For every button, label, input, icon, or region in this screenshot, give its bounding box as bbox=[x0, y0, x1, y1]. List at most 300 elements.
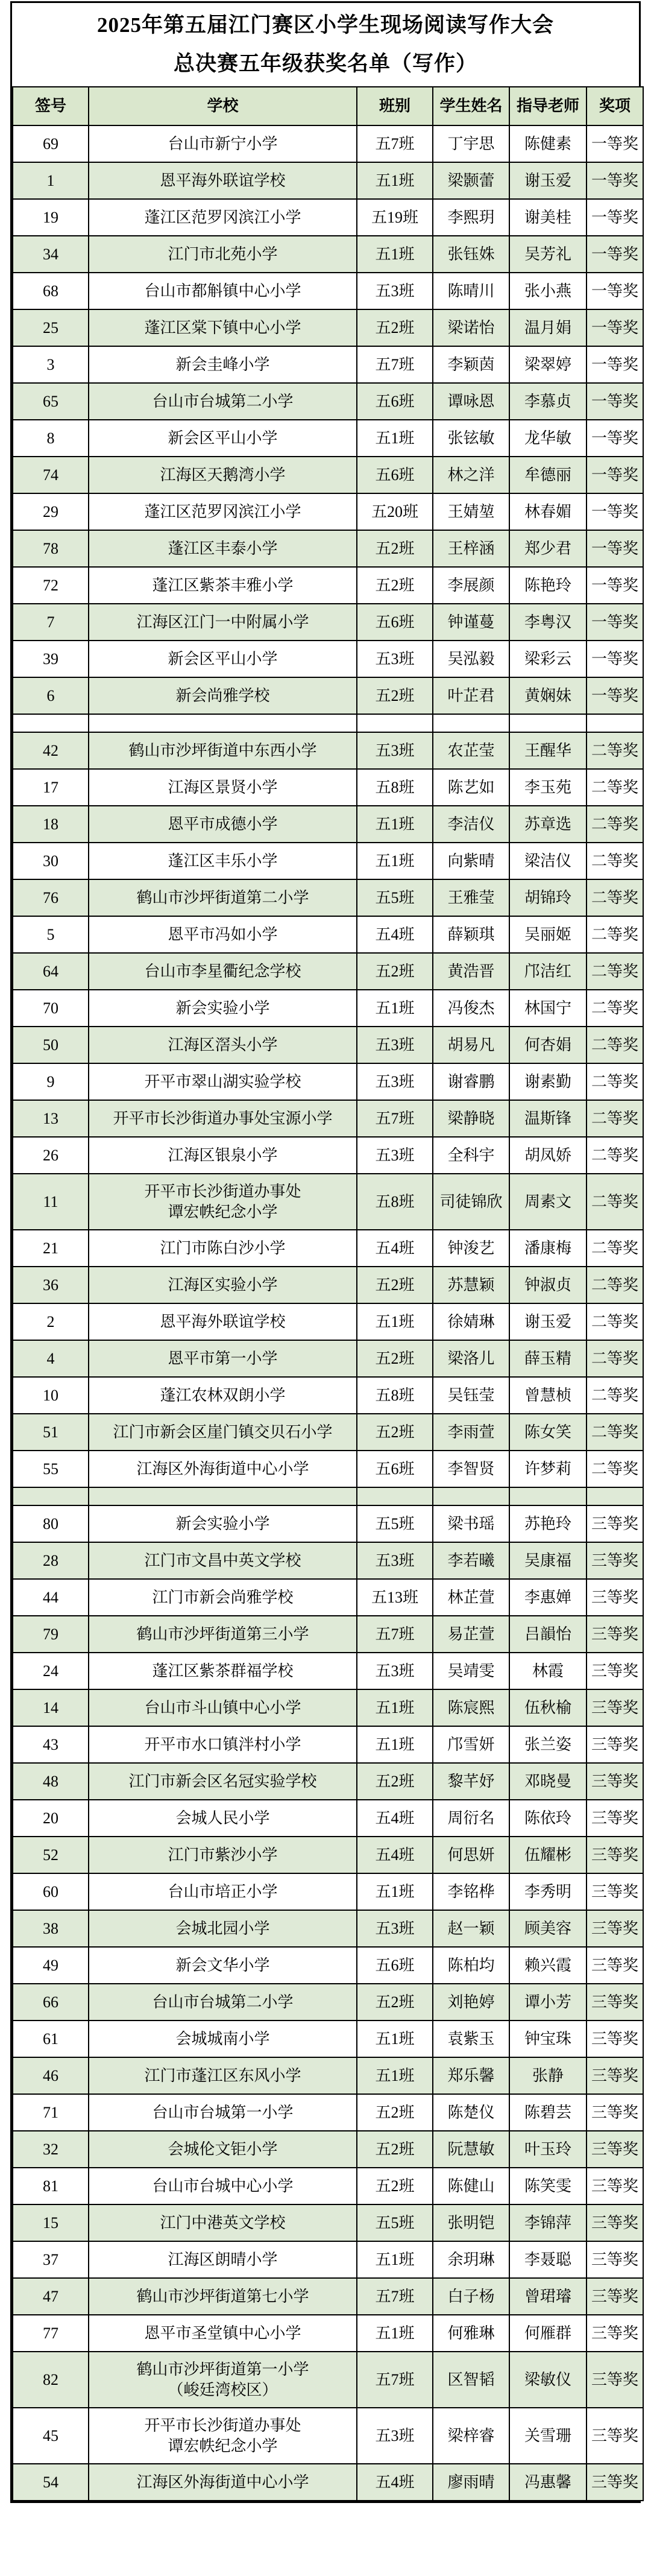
cell-class: 五8班 bbox=[357, 769, 433, 806]
cell-school: 江门市紫沙小学 bbox=[89, 1837, 357, 1873]
table-row bbox=[13, 1800, 643, 1837]
cell-student: 李熙玥 bbox=[433, 199, 509, 236]
cell-sign: 9 bbox=[13, 1063, 89, 1100]
table-row bbox=[13, 1451, 643, 1487]
cell-sign: 30 bbox=[13, 843, 89, 879]
table-row bbox=[13, 1763, 643, 1800]
cell-award: 三等奖 bbox=[587, 1689, 643, 1726]
cell-sign: 11 bbox=[13, 1174, 89, 1230]
cell-award: 二等奖 bbox=[587, 1027, 643, 1063]
cell-school: 蓬江区棠下镇中心小学 bbox=[89, 309, 357, 346]
cell-sign: 77 bbox=[13, 2315, 89, 2352]
table-row bbox=[13, 309, 643, 346]
cell-school: 开平市长沙街道办事处宝源小学 bbox=[89, 1100, 357, 1137]
cell-award: 一等奖 bbox=[587, 125, 643, 162]
cell-school: 新会区平山小学 bbox=[89, 420, 357, 457]
table-row bbox=[13, 732, 643, 769]
cell-class: 五1班 bbox=[357, 806, 433, 843]
table-row bbox=[13, 162, 643, 199]
cell-student: 司徒锦欣 bbox=[433, 1174, 509, 1230]
cell-school: 江海区实验小学 bbox=[89, 1267, 357, 1303]
table-row bbox=[13, 1137, 643, 1174]
cell-award: 一等奖 bbox=[587, 236, 643, 273]
cell-sign: 71 bbox=[13, 2094, 89, 2131]
cell-award: 二等奖 bbox=[587, 769, 643, 806]
table-row bbox=[13, 1377, 643, 1414]
cell-teacher: 林春媚 bbox=[509, 493, 587, 530]
cell-class: 五1班 bbox=[357, 420, 433, 457]
cell-teacher: 吴康福 bbox=[509, 1542, 587, 1579]
cell-student: 王梓涵 bbox=[433, 530, 509, 567]
column-header-student: 学生姓名 bbox=[433, 87, 509, 125]
separator-cell bbox=[587, 714, 643, 732]
cell-school: 开平市长沙街道办事处 谭宏帙纪念小学 bbox=[89, 2408, 357, 2464]
cell-award: 一等奖 bbox=[587, 420, 643, 457]
cell-class: 五8班 bbox=[357, 1174, 433, 1230]
separator-cell bbox=[509, 1487, 587, 1505]
cell-teacher: 温月娟 bbox=[509, 309, 587, 346]
cell-class: 五2班 bbox=[357, 2168, 433, 2204]
cell-sign: 76 bbox=[13, 879, 89, 916]
cell-student: 张明铠 bbox=[433, 2204, 509, 2241]
cell-school: 江门市新会区崖门镇交贝石小学 bbox=[89, 1414, 357, 1451]
cell-teacher: 吕韻怡 bbox=[509, 1616, 587, 1653]
cell-school: 鹤山市沙坪街道第二小学 bbox=[89, 879, 357, 916]
cell-teacher: 胡凤娇 bbox=[509, 1137, 587, 1174]
cell-teacher: 顾美容 bbox=[509, 1910, 587, 1947]
cell-school: 江门市北苑小学 bbox=[89, 236, 357, 273]
separator-cell bbox=[357, 714, 433, 732]
cell-class: 五1班 bbox=[357, 2241, 433, 2278]
cell-sign: 24 bbox=[13, 1653, 89, 1689]
separator-cell bbox=[433, 1487, 509, 1505]
cell-student: 陈宸熙 bbox=[433, 1689, 509, 1726]
cell-teacher: 伍秋榆 bbox=[509, 1689, 587, 1726]
cell-teacher: 王醒华 bbox=[509, 732, 587, 769]
cell-award: 二等奖 bbox=[587, 1377, 643, 1414]
table-row bbox=[13, 493, 643, 530]
cell-teacher: 张静 bbox=[509, 2057, 587, 2094]
cell-student: 黄浩晋 bbox=[433, 953, 509, 990]
cell-award: 二等奖 bbox=[587, 1100, 643, 1137]
table-row bbox=[13, 2352, 643, 2408]
cell-class: 五1班 bbox=[357, 2315, 433, 2352]
document-title bbox=[12, 3, 639, 86]
cell-student: 陈晴川 bbox=[433, 273, 509, 309]
cell-award: 二等奖 bbox=[587, 1174, 643, 1230]
cell-student: 黎芊妤 bbox=[433, 1763, 509, 1800]
table-row bbox=[13, 2168, 643, 2204]
cell-sign: 3 bbox=[13, 346, 89, 383]
cell-school: 江海区江门一中附属小学 bbox=[89, 604, 357, 641]
separator-cell bbox=[587, 1487, 643, 1505]
table-row bbox=[13, 1653, 643, 1689]
cell-teacher: 温斯锋 bbox=[509, 1100, 587, 1137]
cell-class: 五1班 bbox=[357, 236, 433, 273]
cell-sign: 32 bbox=[13, 2131, 89, 2168]
table-row bbox=[13, 604, 643, 641]
cell-teacher: 李慕贞 bbox=[509, 383, 587, 420]
cell-award: 三等奖 bbox=[587, 1873, 643, 1910]
cell-student: 梁颢蕾 bbox=[433, 162, 509, 199]
cell-school: 开平市翠山湖实验学校 bbox=[89, 1063, 357, 1100]
cell-teacher: 龙华敏 bbox=[509, 420, 587, 457]
cell-teacher: 梁翠婷 bbox=[509, 346, 587, 383]
table-row bbox=[13, 916, 643, 953]
cell-student: 李若曦 bbox=[433, 1542, 509, 1579]
cell-student: 阮慧敏 bbox=[433, 2131, 509, 2168]
cell-sign: 6 bbox=[13, 677, 89, 714]
cell-school: 鹤山市沙坪街道第三小学 bbox=[89, 1616, 357, 1653]
cell-class: 五2班 bbox=[357, 1984, 433, 2021]
cell-class: 五5班 bbox=[357, 2204, 433, 2241]
cell-school: 鹤山市沙坪街道中东西小学 bbox=[89, 732, 357, 769]
cell-class: 五3班 bbox=[357, 1063, 433, 1100]
cell-award: 三等奖 bbox=[587, 2204, 643, 2241]
cell-sign: 36 bbox=[13, 1267, 89, 1303]
cell-teacher: 张小燕 bbox=[509, 273, 587, 309]
cell-award: 三等奖 bbox=[587, 2168, 643, 2204]
cell-award: 二等奖 bbox=[587, 806, 643, 843]
cell-school: 开平市水口镇泮村小学 bbox=[89, 1726, 357, 1763]
cell-award: 三等奖 bbox=[587, 1505, 643, 1542]
cell-teacher: 陈笑雯 bbox=[509, 2168, 587, 2204]
cell-award: 三等奖 bbox=[587, 2131, 643, 2168]
cell-school: 蓬江区丰泰小学 bbox=[89, 530, 357, 567]
cell-award: 二等奖 bbox=[587, 916, 643, 953]
cell-class: 五19班 bbox=[357, 199, 433, 236]
cell-sign: 14 bbox=[13, 1689, 89, 1726]
cell-sign: 8 bbox=[13, 420, 89, 457]
separator-cell bbox=[13, 714, 89, 732]
cell-award: 二等奖 bbox=[587, 953, 643, 990]
cell-school: 恩平市冯如小学 bbox=[89, 916, 357, 953]
cell-school: 江海区银泉小学 bbox=[89, 1137, 357, 1174]
cell-class: 五1班 bbox=[357, 843, 433, 879]
cell-student: 王雅莹 bbox=[433, 879, 509, 916]
table-row bbox=[13, 1230, 643, 1267]
cell-class: 五2班 bbox=[357, 309, 433, 346]
cell-award: 三等奖 bbox=[587, 2315, 643, 2352]
cell-teacher: 冯惠馨 bbox=[509, 2464, 587, 2501]
cell-sign: 20 bbox=[13, 1800, 89, 1837]
cell-school: 会城北园小学 bbox=[89, 1910, 357, 1947]
cell-sign: 50 bbox=[13, 1027, 89, 1063]
cell-student: 余玥琳 bbox=[433, 2241, 509, 2278]
table-row bbox=[13, 677, 643, 714]
cell-award: 三等奖 bbox=[587, 2464, 643, 2501]
cell-teacher: 苏艳玲 bbox=[509, 1505, 587, 1542]
cell-student: 赵一颖 bbox=[433, 1910, 509, 1947]
cell-sign: 21 bbox=[13, 1230, 89, 1267]
cell-student: 钟浚艺 bbox=[433, 1230, 509, 1267]
cell-teacher: 吴丽姬 bbox=[509, 916, 587, 953]
cell-class: 五7班 bbox=[357, 2352, 433, 2408]
cell-class: 五7班 bbox=[357, 125, 433, 162]
cell-student: 全科宇 bbox=[433, 1137, 509, 1174]
cell-award: 三等奖 bbox=[587, 1763, 643, 1800]
separator-cell bbox=[89, 714, 357, 732]
separator-cell bbox=[13, 1487, 89, 1505]
table-row bbox=[13, 641, 643, 677]
cell-award: 三等奖 bbox=[587, 1542, 643, 1579]
cell-student: 陈健山 bbox=[433, 2168, 509, 2204]
cell-teacher: 陈碧芸 bbox=[509, 2094, 587, 2131]
cell-sign: 39 bbox=[13, 641, 89, 677]
cell-teacher: 谢美桂 bbox=[509, 199, 587, 236]
cell-school: 台山市都斛镇中心小学 bbox=[89, 273, 357, 309]
cell-student: 林芷萱 bbox=[433, 1579, 509, 1616]
table-row bbox=[13, 1340, 643, 1377]
cell-class: 五2班 bbox=[357, 1763, 433, 1800]
cell-sign: 42 bbox=[13, 732, 89, 769]
cell-class: 五2班 bbox=[357, 2131, 433, 2168]
cell-award: 三等奖 bbox=[587, 1947, 643, 1984]
separator-cell bbox=[89, 1487, 357, 1505]
cell-school: 恩平市圣堂镇中心小学 bbox=[89, 2315, 357, 2352]
cell-teacher: 曾慧桢 bbox=[509, 1377, 587, 1414]
cell-award: 三等奖 bbox=[587, 1726, 643, 1763]
cell-teacher: 梁彩云 bbox=[509, 641, 587, 677]
cell-student: 李洁仪 bbox=[433, 806, 509, 843]
cell-class: 五5班 bbox=[357, 879, 433, 916]
cell-student: 梁梓睿 bbox=[433, 2408, 509, 2464]
cell-teacher: 赖兴霞 bbox=[509, 1947, 587, 1984]
cell-school: 江海区滘头小学 bbox=[89, 1027, 357, 1063]
cell-class: 五5班 bbox=[357, 1505, 433, 1542]
cell-sign: 54 bbox=[13, 2464, 89, 2501]
cell-school: 台山市台城第二小学 bbox=[89, 1984, 357, 2021]
table-row bbox=[13, 457, 643, 493]
cell-student: 张钰姝 bbox=[433, 236, 509, 273]
cell-sign: 52 bbox=[13, 1837, 89, 1873]
cell-class: 五2班 bbox=[357, 2094, 433, 2131]
awards-table-body bbox=[13, 125, 643, 2501]
cell-award: 三等奖 bbox=[587, 1616, 643, 1653]
cell-school: 新会实验小学 bbox=[89, 1505, 357, 1542]
cell-teacher: 钟宝珠 bbox=[509, 2021, 587, 2057]
cell-teacher: 李秀明 bbox=[509, 1873, 587, 1910]
table-row bbox=[13, 1910, 643, 1947]
cell-class: 五2班 bbox=[357, 1267, 433, 1303]
cell-school: 新会实验小学 bbox=[89, 990, 357, 1027]
cell-school: 新会尚雅学校 bbox=[89, 677, 357, 714]
cell-class: 五1班 bbox=[357, 2057, 433, 2094]
cell-class: 五1班 bbox=[357, 2021, 433, 2057]
cell-class: 五3班 bbox=[357, 1653, 433, 1689]
cell-teacher: 潘康梅 bbox=[509, 1230, 587, 1267]
cell-award: 一等奖 bbox=[587, 641, 643, 677]
cell-teacher: 薛玉精 bbox=[509, 1340, 587, 1377]
cell-award: 一等奖 bbox=[587, 604, 643, 641]
cell-sign: 82 bbox=[13, 2352, 89, 2408]
cell-sign: 68 bbox=[13, 273, 89, 309]
cell-student: 李雨萱 bbox=[433, 1414, 509, 1451]
table-row bbox=[13, 1947, 643, 1984]
cell-sign: 48 bbox=[13, 1763, 89, 1800]
cell-sign: 15 bbox=[13, 2204, 89, 2241]
cell-class: 五8班 bbox=[357, 1377, 433, 1414]
cell-school: 蓬江农林双朗小学 bbox=[89, 1377, 357, 1414]
table-row bbox=[13, 1267, 643, 1303]
cell-sign: 26 bbox=[13, 1137, 89, 1174]
cell-award: 二等奖 bbox=[587, 1063, 643, 1100]
cell-school: 江门中港英文学校 bbox=[89, 2204, 357, 2241]
table-row bbox=[13, 1616, 643, 1653]
cell-sign: 46 bbox=[13, 2057, 89, 2094]
table-row bbox=[13, 236, 643, 273]
cell-award: 二等奖 bbox=[587, 1230, 643, 1267]
cell-student: 廖雨晴 bbox=[433, 2464, 509, 2501]
document-title-line1: 2025年第五届江门赛区小学生现场阅读写作大会 bbox=[96, 13, 554, 37]
cell-award: 二等奖 bbox=[587, 732, 643, 769]
cell-award: 一等奖 bbox=[587, 273, 643, 309]
cell-student: 陈柏均 bbox=[433, 1947, 509, 1984]
cell-teacher: 牟德丽 bbox=[509, 457, 587, 493]
cell-class: 五13班 bbox=[357, 1579, 433, 1616]
cell-award: 一等奖 bbox=[587, 530, 643, 567]
cell-sign: 64 bbox=[13, 953, 89, 990]
column-header-teacher: 指导老师 bbox=[509, 87, 587, 125]
cell-teacher: 谢玉爱 bbox=[509, 162, 587, 199]
cell-school: 蓬江区范罗冈滨江小学 bbox=[89, 493, 357, 530]
cell-teacher: 邝洁红 bbox=[509, 953, 587, 990]
cell-school: 鹤山市沙坪街道第一小学 （峻廷湾校区） bbox=[89, 2352, 357, 2408]
cell-award: 三等奖 bbox=[587, 1579, 643, 1616]
cell-sign: 17 bbox=[13, 769, 89, 806]
cell-class: 五4班 bbox=[357, 1800, 433, 1837]
cell-student: 吴钰莹 bbox=[433, 1377, 509, 1414]
cell-student: 易芷萱 bbox=[433, 1616, 509, 1653]
table-row bbox=[13, 1837, 643, 1873]
table-row bbox=[13, 2021, 643, 2057]
cell-award: 三等奖 bbox=[587, 1910, 643, 1947]
cell-teacher: 苏章选 bbox=[509, 806, 587, 843]
separator-row bbox=[13, 714, 643, 732]
cell-class: 五2班 bbox=[357, 1340, 433, 1377]
table-row bbox=[13, 1726, 643, 1763]
cell-class: 五2班 bbox=[357, 677, 433, 714]
cell-student: 袁紫玉 bbox=[433, 2021, 509, 2057]
cell-class: 五3班 bbox=[357, 1910, 433, 1947]
cell-sign: 1 bbox=[13, 162, 89, 199]
cell-award: 二等奖 bbox=[587, 1303, 643, 1340]
cell-teacher: 梁洁仪 bbox=[509, 843, 587, 879]
cell-student: 梁静晓 bbox=[433, 1100, 509, 1137]
cell-school: 恩平市第一小学 bbox=[89, 1340, 357, 1377]
cell-school: 蓬江区范罗冈滨江小学 bbox=[89, 199, 357, 236]
cell-award: 一等奖 bbox=[587, 162, 643, 199]
cell-award: 一等奖 bbox=[587, 677, 643, 714]
cell-award: 一等奖 bbox=[587, 457, 643, 493]
cell-teacher: 陈艳玲 bbox=[509, 567, 587, 604]
cell-school: 江海区天鹅湾小学 bbox=[89, 457, 357, 493]
cell-sign: 38 bbox=[13, 1910, 89, 1947]
table-row bbox=[13, 420, 643, 457]
cell-teacher: 关雪珊 bbox=[509, 2408, 587, 2464]
cell-teacher: 叶玉玲 bbox=[509, 2131, 587, 2168]
cell-school: 江门市蓬江区东风小学 bbox=[89, 2057, 357, 2094]
table-row bbox=[13, 769, 643, 806]
cell-student: 谭咏恩 bbox=[433, 383, 509, 420]
cell-student: 何思妍 bbox=[433, 1837, 509, 1873]
table-row bbox=[13, 1689, 643, 1726]
cell-sign: 80 bbox=[13, 1505, 89, 1542]
cell-class: 五3班 bbox=[357, 1542, 433, 1579]
cell-student: 陈楚仪 bbox=[433, 2094, 509, 2131]
table-row bbox=[13, 346, 643, 383]
cell-school: 台山市李星衢纪念学校 bbox=[89, 953, 357, 990]
cell-school: 新会文华小学 bbox=[89, 1947, 357, 1984]
cell-school: 蓬江区紫茶丰雅小学 bbox=[89, 567, 357, 604]
cell-school: 江海区外海街道中心小学 bbox=[89, 2464, 357, 2501]
cell-student: 邝雪妍 bbox=[433, 1726, 509, 1763]
cell-student: 李铭桦 bbox=[433, 1873, 509, 1910]
cell-award: 一等奖 bbox=[587, 346, 643, 383]
cell-sign: 28 bbox=[13, 1542, 89, 1579]
cell-student: 区智韬 bbox=[433, 2352, 509, 2408]
cell-student: 李展颜 bbox=[433, 567, 509, 604]
cell-class: 五7班 bbox=[357, 346, 433, 383]
cell-sign: 44 bbox=[13, 1579, 89, 1616]
cell-class: 五2班 bbox=[357, 567, 433, 604]
cell-student: 张铉敏 bbox=[433, 420, 509, 457]
table-row bbox=[13, 199, 643, 236]
cell-school: 江门市文昌中英文学校 bbox=[89, 1542, 357, 1579]
cell-school: 鹤山市沙坪街道第七小学 bbox=[89, 2278, 357, 2315]
award-sheet bbox=[10, 1, 641, 2503]
cell-sign: 81 bbox=[13, 2168, 89, 2204]
cell-award: 一等奖 bbox=[587, 383, 643, 420]
cell-class: 五1班 bbox=[357, 1303, 433, 1340]
cell-sign: 29 bbox=[13, 493, 89, 530]
cell-class: 五2班 bbox=[357, 1414, 433, 1451]
cell-student: 梁诺怡 bbox=[433, 309, 509, 346]
cell-sign: 10 bbox=[13, 1377, 89, 1414]
cell-class: 五3班 bbox=[357, 273, 433, 309]
cell-award: 三等奖 bbox=[587, 1800, 643, 1837]
cell-sign: 79 bbox=[13, 1616, 89, 1653]
cell-student: 何雅琳 bbox=[433, 2315, 509, 2352]
cell-school: 江门市陈白沙小学 bbox=[89, 1230, 357, 1267]
cell-teacher: 何雁群 bbox=[509, 2315, 587, 2352]
cell-student: 叶芷君 bbox=[433, 677, 509, 714]
cell-teacher: 何杏娟 bbox=[509, 1027, 587, 1063]
cell-teacher: 林国宁 bbox=[509, 990, 587, 1027]
cell-teacher: 胡锦玲 bbox=[509, 879, 587, 916]
cell-student: 刘艳婷 bbox=[433, 1984, 509, 2021]
cell-award: 三等奖 bbox=[587, 1837, 643, 1873]
cell-teacher: 黄娴妹 bbox=[509, 677, 587, 714]
cell-class: 五7班 bbox=[357, 1100, 433, 1137]
cell-class: 五3班 bbox=[357, 1137, 433, 1174]
cell-school: 江门市新会区名冠实验学校 bbox=[89, 1763, 357, 1800]
table-row bbox=[13, 2464, 643, 2501]
table-row bbox=[13, 2131, 643, 2168]
cell-class: 五6班 bbox=[357, 1451, 433, 1487]
table-row bbox=[13, 2057, 643, 2094]
cell-school: 江海区景贤小学 bbox=[89, 769, 357, 806]
cell-student: 冯俊杰 bbox=[433, 990, 509, 1027]
cell-award: 二等奖 bbox=[587, 1451, 643, 1487]
cell-student: 苏慧颖 bbox=[433, 1267, 509, 1303]
table-row bbox=[13, 1505, 643, 1542]
cell-award: 三等奖 bbox=[587, 2278, 643, 2315]
cell-teacher: 李锦萍 bbox=[509, 2204, 587, 2241]
cell-class: 五1班 bbox=[357, 990, 433, 1027]
cell-student: 梁书瑶 bbox=[433, 1505, 509, 1542]
table-row bbox=[13, 2408, 643, 2464]
